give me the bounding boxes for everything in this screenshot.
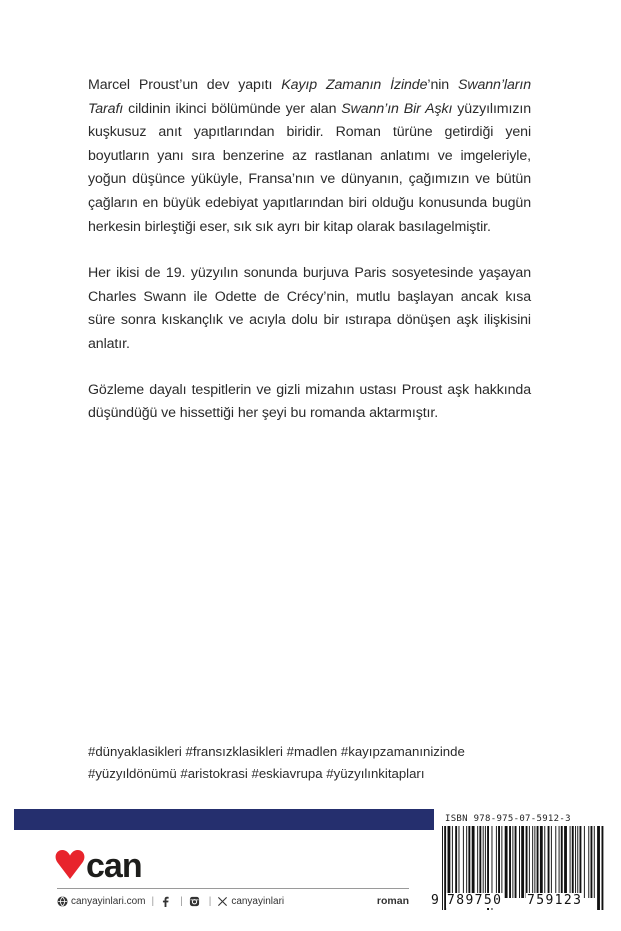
barcode-bar [561,826,563,898]
isbn-digit-first: 9 [431,893,439,908]
social-handle[interactable]: canyayinlari [231,895,285,907]
isbn-digit-group-2: 759123 [527,893,583,908]
x-twitter-icon[interactable] [217,896,228,907]
hashtag: #yüzyıldönümü [88,766,177,781]
barcode-bar [501,826,502,898]
isbn-digit-group-1: 789750 [447,893,503,908]
barcode-bar [485,826,486,898]
barcode-bar [584,826,585,898]
barcode-bar [559,826,560,898]
barcode-bar [548,826,550,898]
barcode-bar [466,826,467,898]
globe-icon [57,896,68,907]
book-title: Kayıp Zamanın İzinde [281,77,428,93]
isbn-digits [431,893,611,913]
hashtag: #dünyaklasikleri [88,744,182,759]
barcode-bar [452,826,453,898]
barcode-bar [580,826,582,898]
blurb-paragraph-2: Her ikisi de 19. yüzyılın sonunda burjuva Paris sosyetesinde yaşayan Charles Swann ile Odette de Crécy’nin, mutlu başlayan ancak kısa süre sonra kıskançlık ve acıyla dolu bir ıstırapa dönüşen aşk ilişkisini anlatır. [88,265,531,352]
barcode-bar [459,826,460,898]
back-cover-blurb [88,74,531,449]
barcode-bar [477,826,478,898]
barcode-bar [594,826,595,898]
divider: | [208,895,212,907]
footer-divider [57,888,409,889]
book-title: Swann’ın Bir Aşkı [341,100,453,117]
heart-icon [56,850,85,879]
divider: | [180,895,183,907]
blurb-paragraph-1 [88,74,531,239]
isbn-label: ISBN 978-975-07-5912-3 [445,814,571,824]
barcode-bar [577,826,578,898]
barcode-bar [448,826,451,898]
hashtag-list [88,741,538,785]
hashtag: #aristokrasi [180,766,248,781]
barcode-bar [512,826,513,898]
publisher-footer [57,893,409,909]
blurb-text: Marcel Proust’un dev yapıtı [88,77,282,93]
barcode-bar [472,826,475,898]
hashtag: #madlen [286,744,338,759]
instagram-icon[interactable] [189,896,200,907]
barcode-bar [483,826,484,898]
barcode-bar [537,826,539,898]
barcode-bar [479,826,481,898]
barcode-bar [519,826,520,898]
blurb-text: cildinin ikinci bölümünde yer alan [123,100,342,117]
logo-wordmark: can [86,847,142,881]
blue-band [14,809,434,830]
publisher-logo [55,847,165,881]
divider: | [151,895,155,907]
barcode-bar [509,826,511,898]
website-link[interactable]: canyayinlari.com [71,895,146,907]
hashtag: #eskiavrupa [251,766,323,781]
barcode-bar [498,826,500,898]
barcode-bar [555,826,556,898]
genre-label: roman [376,895,409,907]
barcode-bar [544,826,545,898]
barcode-bar [526,826,528,898]
barcode-bar [540,826,543,898]
barcode-bar [570,826,571,898]
barcode-bar [455,826,457,898]
barcode-bar [496,826,497,898]
barcode-bar [468,826,470,898]
barcode-bar [534,826,535,898]
barcode-bar [591,826,593,898]
barcode-bar [588,826,589,898]
facebook-icon[interactable] [160,896,171,907]
barcode-bar [551,826,552,898]
barcode-bar [532,826,533,898]
hashtag: #kayıpzamanınizinde [340,744,465,759]
barcode-bar [515,826,517,898]
blurb-text: yüzyılımızın kuşkusuz anıt yapıtlarından biridir. Roman türüne getirdiği yeni boyutların yanı sıra benzerine az rastlanan anlatımı ve imgeleriyle, yoğun düşünce yüküyle, Fransa’nın ve dünyanın, çağımızın ve bütün çağların en büyük edebiyat yapıtlarından biri olduğu konusunda bugün herkesin birleştiği eser, sık sık ayrı bir kitap olarak basılagelmiştir. [88,100,531,235]
barcode-bar [564,826,567,898]
barcode-bar [529,826,530,898]
hashtag: #fransızklasikleri [185,744,283,759]
blurb-text: ’nin [427,77,458,93]
barcode-bar [575,826,576,898]
barcode-bar [463,826,464,898]
blurb-paragraph-3: Gözleme dayalı tespitlerin ve gizli mizahın ustası Proust aşk hakkında düşündüğü ve hissettiği her şeyi bu romanda aktarmıştır. [88,381,531,422]
book-title: Swann’ların Tarafı [88,77,531,117]
barcode-bar [572,826,574,898]
barcode-bar [521,826,524,898]
hashtag: #yüzyılınkitapları [326,766,425,781]
barcode-bar [505,826,508,898]
